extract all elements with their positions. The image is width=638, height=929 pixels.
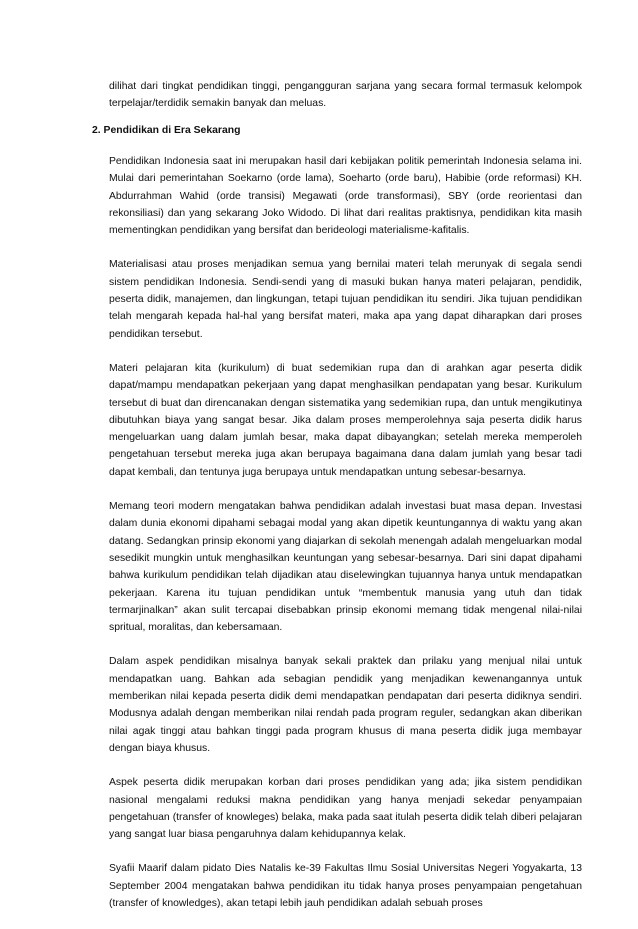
paragraph-grading-practice: Dalam aspek pendidikan misalnya banyak sekali praktek dan prilaku yang menjual nilai untuk mendapatkan uang. Bahkan ada sebagian pendidik yang menjadikan kewenangannya untuk memberikan nilai kepada peserta didik demi mendapatkan pendapatan dari peserta didiknya sendiri. Modusnya adalah dengan memberikan nilai rendah pada program reguler, sedangkan akan diberikan nilai agak tinggi atau bahkan tinggi pada program khusus di mana peserta didik juga membayar dengan biaya khusus. [109,656,582,754]
paragraph-curriculum: Materi pelajaran kita (kurikulum) di buat sedemikian rupa dan di arahkan agar peserta didik dapat/mampu mendapatkan pekerjaan yang dapat menghasilkan pendapatan yang besar. Kurikulum tersebut di buat dan direncanakan dengan sistematika yang sedemikian rupa, dan untuk mengikutinya dibutuhkan biaya yang sangat besar. Jika dalam proses memperolehnya saja peserta didik harus mengeluarkan uang dalam jumlah besar, maka dapat dibayangkan; setelah mereka memperoleh pengetahuan tersebut mereka juga akan berupaya bagaimana dana dalam jumlah yang besar tadi dapat kembali, dan tentunya juga berupaya untuk mendapatkan untung sebesar-besarnya. [109,362,582,478]
paragraph-education-policy: Pendidikan Indonesia saat ini merupakan hasil dari kebijakan politik pemerintah Indonesia selama ini. Mulai dari pemerintahan Soekarno (orde lama), Soeharto (orde baru), Habibie (orde reformasi) KH. Abdurrahman Wahid (orde transisi) Megawati (orde transformasi), SBY (orde reorientasi dan rekonsiliasi) dan yang sekarang Joko Widodo. Di lihat dari realitas praktisnya, pendidikan kita masih mementingkan pendidikan yang bersifat dan berideologi materialisme-kafitalis. [109,156,582,237]
paragraph-syafii-maarif: Syafii Maarif dalam pidato Dies Natalis ke-39 Fakultas Ilmu Sosial Universitas Negeri Yogyakarta, 13 September 2004 mengatakan bahwa pendidikan itu tidak hanya proses penyampaian pengetahuan (transfer of knowledges), akan tetapi lebih jauh pendidikan adalah sebuah proses [109,863,582,909]
paragraph-materialization: Materialisasi atau proses menjadikan semua yang bernilai materi telah merunyak di segala sendi sistem pendidikan Indonesia. Sendi-sendi yang di masuki bukan hanya materi pelajaran, pendidik, peserta didik, manajemen, dan lingkungan, tetapi tujuan pendidikan itu sendiri. Jika tujuan pendidikan telah mengarah kepada hal-hal yang bersifat materi, maka apa yang dapat diharapkan dari proses pendidikan tersebut. [109,259,582,340]
intro-paragraph: dilihat dari tingkat pendidikan tinggi, pengangguran sarjana yang secara formal termasuk kelompok terpelajar/terdidik semakin banyak dan meluas. [109,81,582,110]
section-body [109,153,582,929]
section-heading: 2. Pendidikan di Era Sekarang [92,125,241,136]
paragraph-investment-theory: Memang teori modern mengatakan bahwa pendidikan adalah investasi buat masa depan. Investasi dalam dunia ekonomi dipahami sebagai modal yang akan dipetik keuntungannya di waktu yang akan datang. Sedangkan prinsip ekonomi yang diajarkan di sekolah menengah adalah mengeluarkan modal sesedikit mungkin untuk menghasilkan keuntungan yang sebesar-besarnya. Dari sini dapat dipahami bahwa kurikulum pendidikan telah dijadikan atau diselewingkan tujuannya hanya untuk mendapatkan pekerjaan. Karena itu tujuan pendidikan untuk “membentuk manusia yang utuh dan tidak termarjinalkan” akan sulit tercapai disebabkan prinsip ekonomi memang tidak mengenal nilai-nilai spritual, moralitas, dan kebersamaan. [109,501,582,634]
paragraph-student-aspect: Aspek peserta didik merupakan korban dari proses pendidikan yang ada; jika sistem pendidikan nasional mengalami reduksi makna pendidikan yang hanya menjadi sekedar penyampaian pengetahuan (transfer of knowleges) belaka, maka pada saat itulah peserta didik telah diberi pelajaran yang sangat luar biasa pengaruhnya dalam kehidupannya kelak. [109,777,582,841]
